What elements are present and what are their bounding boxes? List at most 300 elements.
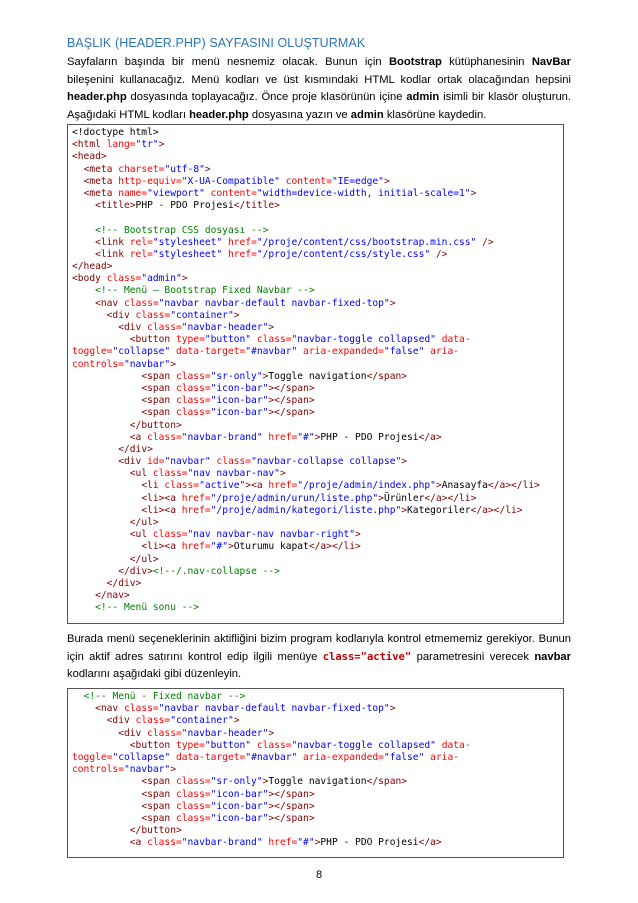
code-line <box>72 383 559 395</box>
code-line <box>72 752 559 764</box>
code-token: class= <box>175 776 211 788</box>
code-token <box>72 310 107 321</box>
intro-text: bileşenini kullanacağız. Menü kodları ve üst kısmındaki HTML kodlar ortak olacağından hepsini <box>67 73 571 86</box>
code-token: "false" <box>383 346 425 358</box>
code-token: "#navbar" <box>245 346 298 358</box>
code-line <box>72 395 559 407</box>
code-line <box>72 225 559 237</box>
code-token: class= <box>175 382 211 394</box>
code-token: /> <box>430 248 448 260</box>
code-token: </ul> <box>129 553 159 565</box>
code-token: "container" <box>170 715 234 727</box>
code-token <box>72 529 130 540</box>
code-token: class= <box>251 739 292 751</box>
intro-bold: admin <box>350 108 384 121</box>
code-line <box>72 602 559 614</box>
code-token: <span <box>141 395 176 407</box>
code-token: "icon-bar" <box>210 407 269 419</box>
code-token: class= <box>175 370 211 382</box>
code-line <box>72 505 559 517</box>
code-token: </div> <box>118 443 153 455</box>
code-line <box>72 703 559 715</box>
code-token: "navbar navbar-default navbar-fixed-top" <box>158 297 390 309</box>
code-token: "utf-8" <box>164 163 205 175</box>
code-token: type= <box>175 334 205 346</box>
code-token <box>72 164 84 175</box>
code-token: > <box>383 175 390 187</box>
code-token: class= <box>152 468 188 480</box>
code-token: href= <box>222 248 257 260</box>
code-token <box>72 407 141 418</box>
code-token: "navbar" <box>123 358 171 370</box>
code-token: <!-- Bootstrap CSS dosyası --> <box>95 224 269 236</box>
code-token <box>72 837 130 848</box>
code-line <box>72 590 559 602</box>
code-token: class= <box>164 480 200 492</box>
code-token: </title> <box>233 200 280 212</box>
code-token: class= <box>175 812 211 824</box>
code-token: Kategoriler <box>407 504 471 516</box>
code-token: "#" <box>297 431 315 443</box>
code-line <box>72 200 559 212</box>
code-token: data-target= <box>170 346 246 358</box>
code-token: <a <box>129 837 148 849</box>
code-token: Ürünler <box>383 492 425 504</box>
code-line <box>72 691 559 703</box>
code-token: Oturumu kapat <box>233 541 309 553</box>
code-token: href= <box>262 431 298 443</box>
code-token: Toggle navigation <box>268 776 367 788</box>
code-token: </div> <box>118 565 153 577</box>
code-token: </span> <box>366 776 408 788</box>
code-token: "admin" <box>141 273 182 285</box>
code-line <box>72 420 559 432</box>
code-token <box>72 505 141 516</box>
code-token: <!doctype html> <box>72 127 159 138</box>
code-token: <nav <box>95 703 124 715</box>
code-token: class= <box>251 334 292 346</box>
code-line <box>72 237 559 249</box>
code-token: "false" <box>383 751 425 763</box>
code-token: aria-expanded= <box>297 751 384 763</box>
code-token: "button" <box>204 739 252 751</box>
code-token: "collapse" <box>112 346 171 358</box>
code-token: > <box>204 163 211 175</box>
code-token: class= <box>175 800 211 812</box>
code-token: <span <box>141 776 176 788</box>
code-token: "#" <box>297 837 315 849</box>
code-token: PHP - PDO Projesi <box>135 200 234 212</box>
code-line <box>72 371 559 383</box>
code-token: > <box>233 309 240 321</box>
code-token: ></span> <box>268 382 315 394</box>
inline-code-class-active: class="active" <box>322 650 412 663</box>
code-token: <head> <box>72 151 107 163</box>
code-token: > <box>170 358 176 370</box>
code-token: <link <box>95 248 130 260</box>
code-block-header-php <box>67 124 564 624</box>
code-token: > <box>401 504 408 516</box>
code-token: class= <box>106 273 142 285</box>
code-token <box>72 225 95 236</box>
code-token: <title> <box>95 200 136 212</box>
code-token: href= <box>222 236 257 248</box>
code-token: "navbar-header" <box>181 727 269 739</box>
code-token: > <box>314 431 321 443</box>
code-token <box>72 444 118 455</box>
code-token: "sr-only" <box>210 776 263 788</box>
code-line <box>72 493 559 505</box>
code-token: <div <box>118 456 148 468</box>
code-token: <li><a <box>141 492 182 504</box>
code-line <box>72 212 559 224</box>
code-line <box>72 285 559 297</box>
code-line <box>72 359 559 371</box>
code-token: > <box>435 480 442 492</box>
code-token: ></span> <box>268 407 315 419</box>
code-line <box>72 801 559 813</box>
code-token: "stylesheet" <box>152 248 223 260</box>
code-token: "navbar-toggle collapsed" <box>291 334 436 346</box>
code-token <box>72 776 141 787</box>
code-token: "width=device-width, initial-scale=1" <box>256 187 471 199</box>
intro-text: Sayfaların başında bir menü nesnemiz olacak. Bunun için <box>67 56 389 68</box>
code-line <box>72 468 559 480</box>
code-token: "collapse" <box>112 751 171 763</box>
code-token: "#" <box>210 541 228 553</box>
code-token: </button> <box>129 419 182 431</box>
code-token: "/proje/content/css/style.css" <box>256 248 431 260</box>
code-token: "navbar-toggle collapsed" <box>291 739 436 751</box>
code-line <box>72 261 559 273</box>
code-line <box>72 740 559 752</box>
code-token: "navbar-brand" <box>181 431 263 443</box>
code-token <box>72 468 130 479</box>
code-token: <button <box>129 739 176 751</box>
page-number: 8 <box>315 869 323 881</box>
code-line <box>72 825 559 837</box>
code-token <box>72 703 95 714</box>
code-token <box>72 480 141 491</box>
code-token <box>72 456 118 467</box>
intro-text: dosyasına yazın ve <box>248 108 351 121</box>
code-token: <span <box>141 788 176 800</box>
code-token: <li><a <box>141 504 182 516</box>
code-token: <div <box>106 309 136 321</box>
code-token: <!-- Menü - Fixed navbar --> <box>83 691 246 702</box>
code-line <box>72 407 559 419</box>
intro-text: kütüphanesinin <box>441 56 532 68</box>
code-token: ></span> <box>268 395 315 407</box>
code-token: ></span> <box>268 800 315 812</box>
code-token: ></span> <box>268 788 315 800</box>
code-token: href= <box>181 492 211 504</box>
intro-bold: header.php <box>67 91 127 104</box>
code-token: </nav> <box>95 590 130 602</box>
code-token <box>72 715 107 726</box>
code-line <box>72 432 559 444</box>
code-line <box>72 151 559 163</box>
code-token: content= <box>279 175 332 187</box>
code-token: charset= <box>118 163 165 175</box>
code-token <box>72 691 84 702</box>
code-token <box>72 383 141 394</box>
code-token: controls= <box>72 358 124 370</box>
code-token: > <box>262 370 269 382</box>
code-token: </div> <box>106 577 142 589</box>
middle-bold: navbar <box>534 650 571 663</box>
code-token: class= <box>147 727 182 739</box>
code-token: "/proje/admin/urun/liste.php" <box>210 492 379 504</box>
code-token: > <box>355 529 361 541</box>
code-token: rel= <box>129 236 153 248</box>
code-token: class= <box>147 431 182 443</box>
code-token <box>72 237 95 248</box>
code-token: "icon-bar" <box>210 800 269 812</box>
code-token: http-equiv= <box>118 175 182 187</box>
code-token: > <box>279 468 286 480</box>
code-token: "icon-bar" <box>210 395 269 407</box>
code-token: "icon-bar" <box>210 812 269 824</box>
code-token: "navbar" <box>123 764 171 776</box>
code-token <box>72 493 141 504</box>
code-token: "icon-bar" <box>210 382 269 394</box>
code-token: class= <box>175 788 211 800</box>
code-line <box>72 541 559 553</box>
code-line <box>72 334 559 346</box>
intro-bold: Bootstrap <box>388 56 442 68</box>
code-token <box>72 541 141 552</box>
code-token: <html <box>72 139 107 151</box>
code-token: <span <box>141 800 176 812</box>
code-token <box>72 188 84 199</box>
code-token: <div <box>106 715 136 727</box>
section-heading: BAŞLIK (HEADER.PHP) SAYFASINI OLUŞTURMAK <box>67 36 366 50</box>
intro-bold: admin <box>406 91 440 104</box>
code-token: class= <box>135 715 171 727</box>
code-token: <span <box>141 812 176 824</box>
code-token <box>72 371 141 382</box>
code-token: data-target= <box>170 751 246 763</box>
code-token <box>72 801 141 812</box>
code-token: </a></li> <box>424 492 477 504</box>
code-line <box>72 176 559 188</box>
code-token: data- <box>435 334 471 346</box>
code-token <box>72 554 130 565</box>
code-token: ></span> <box>268 812 315 824</box>
code-token: "/proje/admin/kategori/liste.php" <box>210 504 402 516</box>
code-token <box>72 825 130 836</box>
middle-paragraph <box>67 631 571 684</box>
code-line <box>72 789 559 801</box>
code-token <box>72 789 141 800</box>
code-token: /> <box>476 236 494 248</box>
code-token: href= <box>262 837 298 849</box>
code-token: name= <box>118 187 148 199</box>
code-line <box>72 456 559 468</box>
code-token: </span> <box>366 370 408 382</box>
code-token: > <box>233 715 240 727</box>
intro-bold: header.php <box>189 108 249 121</box>
code-token: "button" <box>204 334 252 346</box>
code-token: <ul <box>129 468 153 480</box>
code-token: "viewport" <box>147 187 205 199</box>
code-token: class= <box>124 297 159 309</box>
code-token: "tr" <box>135 139 159 151</box>
code-block-navbar <box>67 688 564 858</box>
code-token: <span <box>141 370 176 382</box>
code-token: > <box>314 837 321 849</box>
code-line <box>72 298 559 310</box>
code-token: <div <box>118 727 148 739</box>
code-token: <meta <box>83 187 119 199</box>
code-token: class= <box>152 529 188 541</box>
code-token <box>72 298 95 309</box>
code-token: <a <box>129 431 148 443</box>
code-token: </ul> <box>129 517 159 528</box>
code-token: toggle= <box>72 751 113 763</box>
code-line <box>72 837 559 849</box>
code-token: href= <box>181 504 211 516</box>
code-token: class= <box>135 309 171 321</box>
code-line <box>72 715 559 727</box>
code-token <box>72 813 141 824</box>
code-token: Anasayfa <box>441 480 488 492</box>
code-token: <span <box>141 407 176 419</box>
code-line <box>72 813 559 825</box>
code-token <box>72 590 95 601</box>
code-token: > <box>268 322 275 333</box>
code-token: aria- <box>424 346 460 358</box>
code-token <box>72 176 84 187</box>
code-token: "/proje/content/css/bootstrap.min.css" <box>256 236 477 248</box>
code-token: "navbar" <box>164 456 211 468</box>
code-token: "navbar-header" <box>181 322 269 333</box>
code-token: type= <box>175 739 205 751</box>
code-token: </button> <box>129 825 182 837</box>
code-token: <div <box>118 322 148 333</box>
code-token <box>72 740 130 751</box>
code-line <box>72 139 559 151</box>
code-line <box>72 127 559 139</box>
code-token: "active" <box>199 480 246 492</box>
code-token: aria-expanded= <box>297 346 384 358</box>
code-token: <link <box>95 236 130 248</box>
code-token <box>72 395 141 406</box>
code-token: </a></li> <box>308 541 361 553</box>
code-token: aria- <box>424 751 460 763</box>
code-token: content= <box>204 187 257 199</box>
code-line <box>72 776 559 788</box>
code-line <box>72 322 559 334</box>
code-token: > <box>470 187 477 199</box>
code-line <box>72 346 559 358</box>
code-token: "sr-only" <box>210 370 263 382</box>
code-line <box>72 249 559 261</box>
code-token: <li><a <box>141 541 182 553</box>
code-token: > <box>401 456 408 468</box>
code-token <box>72 285 95 296</box>
code-token: class= <box>210 456 252 468</box>
code-token: class= <box>175 407 211 419</box>
code-token <box>72 420 130 431</box>
code-line <box>72 578 559 590</box>
code-token: > <box>389 703 396 715</box>
code-token: <!--/.nav-collapse --> <box>152 565 280 577</box>
code-token: PHP - PDO Projesi <box>320 837 419 849</box>
middle-text: Burada menü seçeneklerinin aktifliğini bizim program kodlarıyla kontrol etmememiz gerekiyor. Bunun için aktif adres satırını kontrol edip ilgili menüye <box>67 633 571 663</box>
code-token: </a> <box>418 431 442 443</box>
code-token: <li <box>141 480 165 492</box>
middle-text: kodlarını aşağıdaki gibi düzenleyin. <box>67 668 242 681</box>
code-line <box>72 554 559 566</box>
code-line <box>72 444 559 456</box>
code-token: <!-- Menü sonu --> <box>95 602 200 614</box>
code-token: lang= <box>106 139 136 151</box>
code-line <box>72 164 559 176</box>
code-line <box>72 480 559 492</box>
code-token: "IE=edge" <box>331 175 384 187</box>
code-token: href= <box>181 541 211 553</box>
code-token: "container" <box>170 309 234 321</box>
code-token: "navbar navbar-default navbar-fixed-top" <box>158 703 390 715</box>
code-token: <span <box>141 382 176 394</box>
code-token: "icon-bar" <box>210 788 269 800</box>
code-token <box>72 602 95 613</box>
code-line <box>72 728 559 740</box>
code-token: "/proje/admin/index.php" <box>297 480 436 492</box>
middle-text: parametresini verecek <box>411 650 535 663</box>
code-token: "stylesheet" <box>152 236 223 248</box>
code-token: class= <box>147 837 182 849</box>
code-token <box>72 432 130 443</box>
code-token: <!-- Menü – Bootstrap Fixed Navbar --> <box>95 285 315 297</box>
code-token: > <box>268 727 275 739</box>
code-token: controls= <box>72 764 124 776</box>
code-line <box>72 310 559 322</box>
intro-text: klasörüne kaydedin. <box>383 108 487 121</box>
code-token: "X-UA-Compatible" <box>181 175 280 187</box>
code-token: > <box>389 297 396 309</box>
code-token: > <box>262 776 269 788</box>
code-token: class= <box>147 322 182 333</box>
code-line <box>72 188 559 200</box>
code-token: "navbar-collapse collapse" <box>251 456 402 468</box>
code-line <box>72 529 559 541</box>
code-token: href= <box>268 480 298 492</box>
code-token <box>72 728 118 739</box>
code-line <box>72 764 559 776</box>
code-token: <meta <box>83 163 119 175</box>
code-token <box>72 249 95 260</box>
code-token: rel= <box>129 248 153 260</box>
intro-paragraph <box>67 54 571 124</box>
code-token: <meta <box>83 175 119 187</box>
code-token: <ul <box>129 529 153 541</box>
code-token <box>72 334 130 345</box>
code-token <box>72 578 107 589</box>
code-token: class= <box>175 395 211 407</box>
code-token: Toggle navigation <box>268 370 367 382</box>
code-token: id= <box>147 456 165 468</box>
code-token: toggle= <box>72 346 113 358</box>
code-token: PHP - PDO Projesi <box>320 431 419 443</box>
code-token: > <box>227 541 234 553</box>
code-token <box>72 200 95 211</box>
code-token: "navbar-brand" <box>181 837 263 849</box>
code-token: data- <box>435 739 471 751</box>
code-token: > <box>181 273 188 285</box>
